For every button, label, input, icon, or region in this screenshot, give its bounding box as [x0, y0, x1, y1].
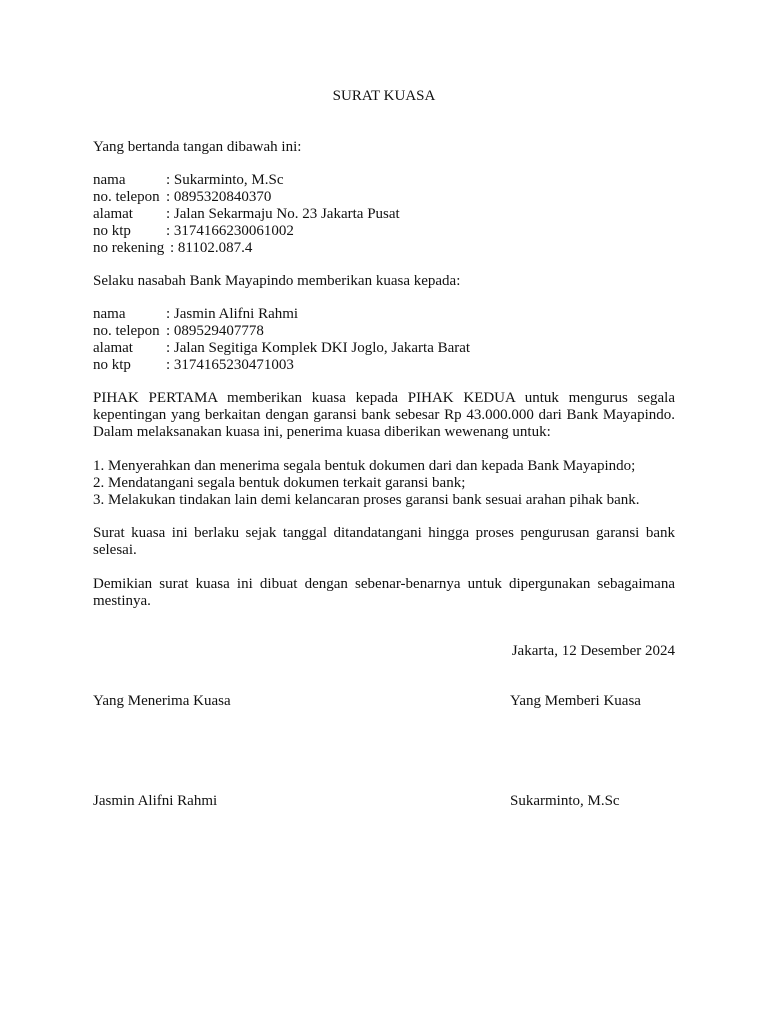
grantor-phone-label: no. telepon [93, 189, 160, 205]
grantor-account-value: : 81102.087.4 [170, 240, 253, 256]
grantor-signature-name: Sukarminto, M.Sc [510, 793, 620, 809]
place-date: Jakarta, 12 Desember 2024 [511, 643, 675, 659]
grantee-signature-name: Jasmin Alifni Rahmi [93, 793, 218, 809]
grantor-account-label: no rekening [93, 240, 165, 256]
grantor-role: Yang Memberi Kuasa [510, 693, 641, 709]
grantee-name-label: nama [93, 306, 126, 322]
list-item: 3. Melakukan tindakan lain demi kelancaran proses garansi bank sesuai arahan pihak bank. [93, 492, 640, 508]
grantor-name-value: : Sukarminto, M.Sc [166, 172, 284, 188]
grantor-phone-value: : 0895320840370 [166, 189, 272, 205]
grantor-ktp-label: no ktp [93, 223, 131, 239]
grantee-address-label: alamat [93, 340, 133, 356]
grantee-role: Yang Menerima Kuasa [93, 693, 231, 709]
grantee-name-value: : Jasmin Alifni Rahmi [166, 306, 299, 322]
grantor-address-value: : Jalan Sekarmaju No. 23 Jakarta Pusat [166, 206, 400, 222]
grantor-name-label: nama [93, 172, 126, 188]
grantor-address-label: alamat [93, 206, 133, 222]
grantor-ktp-value: : 3174166230061002 [166, 223, 294, 239]
grantee-phone-value: : 089529407778 [166, 323, 264, 339]
list-item: 1. Menyerahkan dan menerima segala bentuk dokumen dari dan kepada Bank Mayapindo; [93, 458, 636, 474]
closing-paragraph: Demikian surat kuasa ini dibuat dengan sebenar-benarnya untuk dipergunakan sebagaimana mestinya. [93, 576, 675, 609]
list-item: 2. Mendatangani segala bentuk dokumen terkait garansi bank; [93, 475, 466, 491]
document-title: SURAT KUASA [332, 88, 436, 104]
validity-paragraph: Surat kuasa ini berlaku sejak tanggal ditandatangani hingga proses pengurusan garansi bank selesai. [93, 525, 675, 558]
body-paragraph: PIHAK PERTAMA memberikan kuasa kepada PIHAK KEDUA untuk mengurus segala kepentingan yang berkaitan dengan garansi bank sebesar Rp 43.000.000 dari Bank Mayapindo. Dalam melaksanakan kuasa ini, penerima kuasa diberikan wewenang untuk: [93, 390, 675, 440]
grantee-phone-label: no. telepon [93, 323, 160, 339]
intro-text: Yang bertanda tangan dibawah ini: [93, 139, 302, 155]
grantee-address-value: : Jalan Segitiga Komplek DKI Joglo, Jakarta Barat [166, 340, 471, 356]
grantee-ktp-label: no ktp [93, 357, 131, 373]
grant-statement: Selaku nasabah Bank Mayapindo memberikan kuasa kepada: [93, 273, 461, 289]
grantee-ktp-value: : 3174165230471003 [166, 357, 294, 373]
